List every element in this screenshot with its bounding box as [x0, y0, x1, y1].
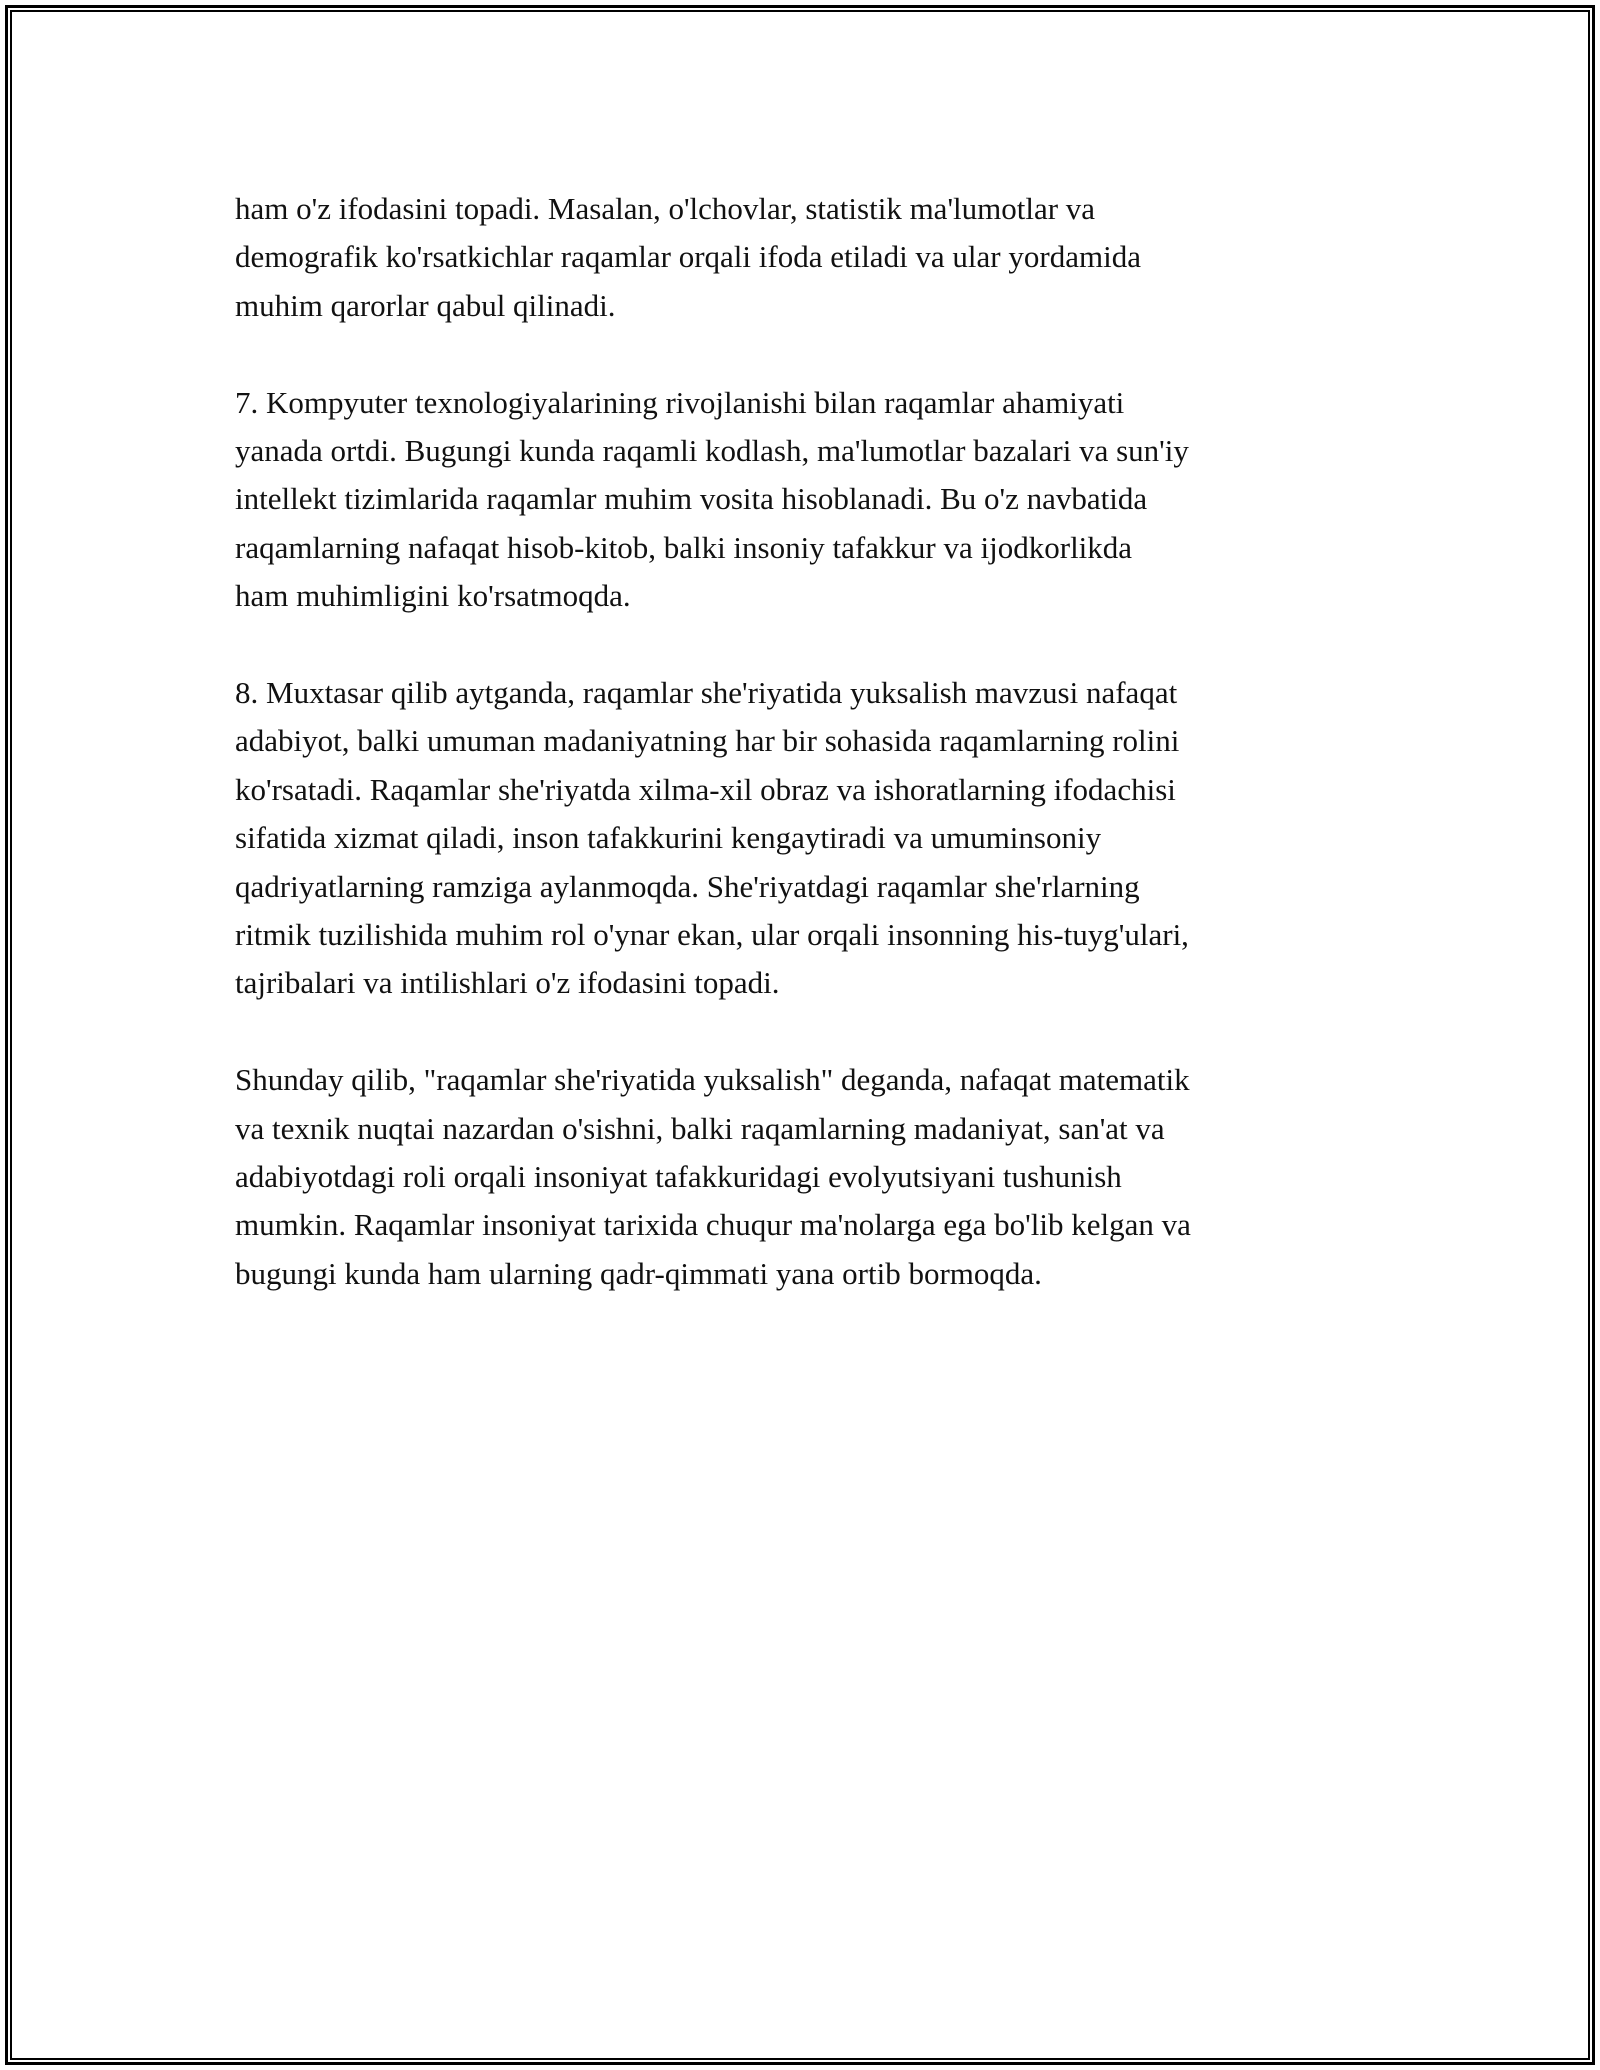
- text-line: demografik ko'rsatkichlar raqamlar orqali ifoda etiladi va ular yordamida: [235, 239, 1141, 275]
- text-line: tajribalari va intilishlari o'z ifodasini topadi.: [235, 965, 780, 1001]
- text-line: intellekt tizimlarida raqamlar muhim vosita hisoblanadi. Bu o'z navbatida: [235, 481, 1148, 517]
- text-line: sifatida xizmat qiladi, inson tafakkurini kengaytiradi va umuminsoniy: [235, 820, 1102, 856]
- text-line: ritmik tuzilishida muhim rol o'ynar ekan, ular orqali insonning his-tuyg'ulari,: [235, 917, 1189, 953]
- text-line: 7. Kompyuter texnologiyalarining rivojlanishi bilan raqamlar ahamiyati: [235, 384, 1125, 420]
- text-line: 8. Muxtasar qilib aytganda, raqamlar she'riyatida yuksalish mavzusi nafaqat: [235, 675, 1178, 711]
- paragraph-continuation: [235, 185, 1385, 330]
- text-line: raqamlarning nafaqat hisob-kitob, balki insoniy tafakkur va ijodkorlikda: [235, 529, 1133, 565]
- text-line: ko'rsatadi. Raqamlar she'riyatda xilma-xil obraz va ishoratlarning ifodachisi: [235, 771, 1176, 807]
- text-line: ham o'z ifodasini topadi. Masalan, o'lchovlar, statistik ma'lumotlar va: [235, 191, 1096, 226]
- text-line: qadriyatlarning ramziga aylanmoqda. She'riyatdagi raqamlar she'rlarning: [235, 868, 1140, 904]
- text-line: Shunday qilib, "raqamlar she'riyatida yuksalish" deganda, nafaqat matematik: [235, 1062, 1190, 1098]
- paragraph-item-8: [235, 669, 1385, 1008]
- document-body: [235, 185, 1385, 1347]
- text-line: yanada ortdi. Bugungi kunda raqamli kodlash, ma'lumotlar bazalari va sun'iy: [235, 433, 1189, 469]
- text-line: ham muhimligini ko'rsatmoqda.: [235, 578, 631, 614]
- text-line: bugungi kunda ham ularning qadr-qimmati yana ortib bormoqda.: [235, 1255, 1042, 1291]
- paragraph-conclusion: [235, 1056, 1385, 1298]
- text-line: adabiyotdagi roli orqali insoniyat tafakkuridagi evolyutsiyani tushunish: [235, 1159, 1122, 1195]
- text-line: mumkin. Raqamlar insoniyat tarixida chuqur ma'nolarga ega bo'lib kelgan va: [235, 1207, 1191, 1243]
- text-line: adabiyot, balki umuman madaniyatning har bir sohasida raqamlarning rolini: [235, 723, 1180, 759]
- text-line: muhim qarorlar qabul qilinadi.: [235, 287, 616, 323]
- paragraph-item-7: [235, 379, 1385, 621]
- text-line: va texnik nuqtai nazardan o'sishni, balki raqamlarning madaniyat, san'at va: [235, 1110, 1165, 1146]
